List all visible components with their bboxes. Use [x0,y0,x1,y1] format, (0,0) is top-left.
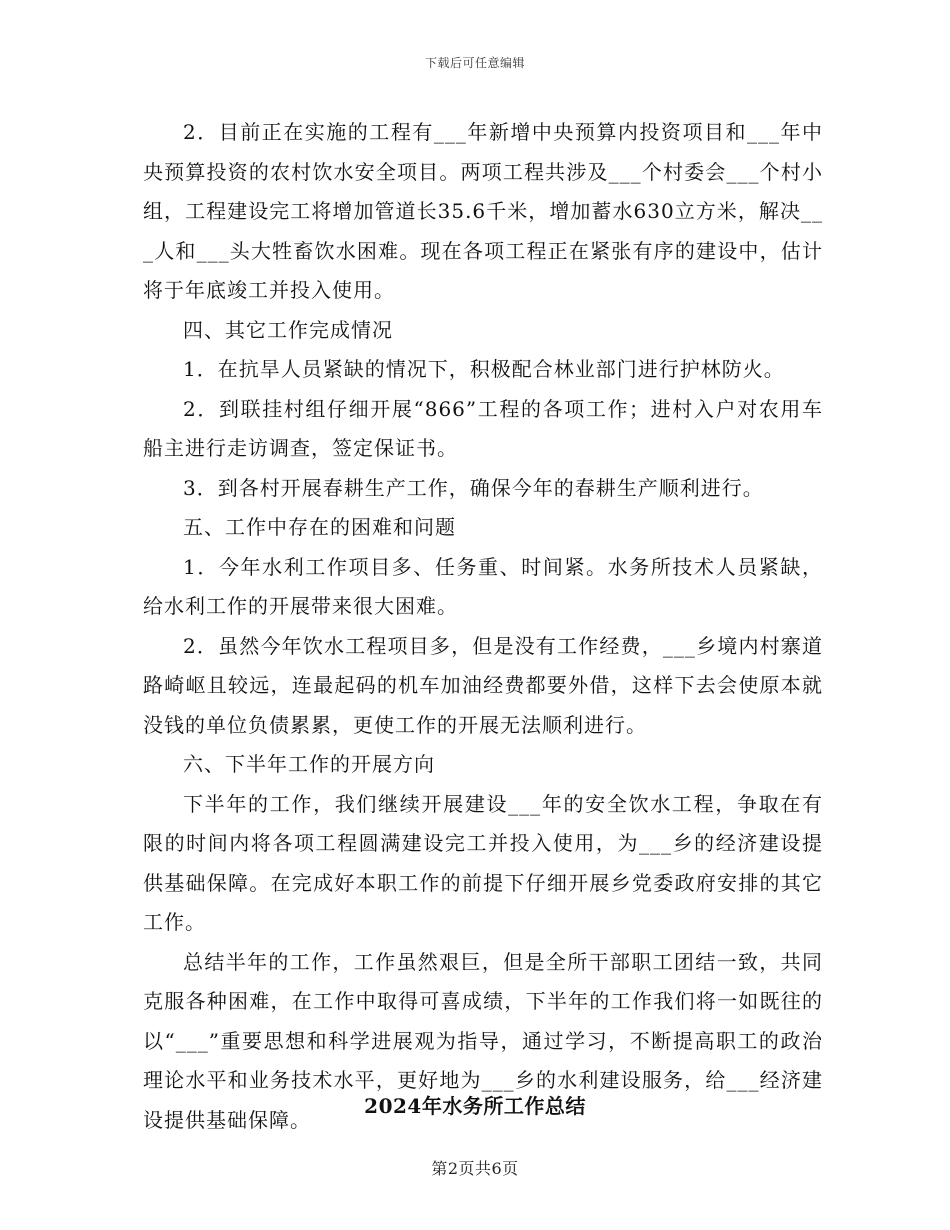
page-number: 第2页共6页 [431,1159,519,1178]
paragraph-no-funding: 2．虽然今年饮水工程项目多，但是没有工作经费，___乡境内村寨道路崎岖且较远，连最起码的机车加油经费都要外借，这样下去会使原本就没钱的单位负债累累，更使工作的开展无法顺利进行。 [143,633,823,737]
paragraph-second-half-plan: 下半年的工作，我们继续开展建设___年的安全饮水工程，争取在有限的时间内将各项工程圆满建设完工并投入使用，为___乡的经济建设提供基础保障。在完成好本职工作的前提下仔细开展乡党委政府安排的其它工作。 [143,791,823,934]
heading-difficulties: 五、工作中存在的困难和问题 [183,515,456,539]
page-header: 下载后可任意编辑 [424,56,525,70]
paragraph-forest-fire: 1．在抗旱人员紧缺的情况下，积极配合林业部门进行护林防火。 [183,357,785,381]
heading-other-work: 四、其它工作完成情况 [183,317,393,342]
paragraph-staff-shortage: 1．今年水利工作项目多、任务重、时间紧。水务所技术人员紧缺，给水利工作的开展带来很大困难。 [143,554,823,618]
next-section-title: 2024年水务所工作总结 [364,1094,586,1118]
document-body [143,113,823,1140]
heading-second-half-direction: 六、下半年工作的开展方向 [183,752,435,776]
paragraph-866-project: 2．到联挂村组仔细开展“866”工程的各项工作；进村入户对农用车船主进行走访调查，签定保证书。 [143,396,823,460]
paragraph-projects-in-progress: 2．目前正在实施的工程有___年新增中央预算内投资项目和___年中央预算投资的农村饮水安全项目。两项工程共涉及___个村委会___个村小组，工程建设完工将增加管道长35.6千米，增加蓄水630立方米，解决___人和___头大牲畜饮水困难。现在各项工程正在紧张有序的建设中，估计将于年底竣工并投入使用。 [143,120,823,302]
paragraph-spring-plowing: 3．到各村开展春耕生产工作，确保今年的春耕生产顺利进行。 [183,475,764,500]
paragraph-summary: 总结半年的工作，工作虽然艰巨，但是全所干部职工团结一致，共同克服各种困难，在工作中取得可喜成绩，下半年的工作我们将一如既往的以“___”重要思想和科学进展观为指导，通过学习，不断提高职工的政治理论水平和业务技术水平，更好地为___乡的水利建设服务，给___经济建设提供基础保障。 [143,949,823,1132]
